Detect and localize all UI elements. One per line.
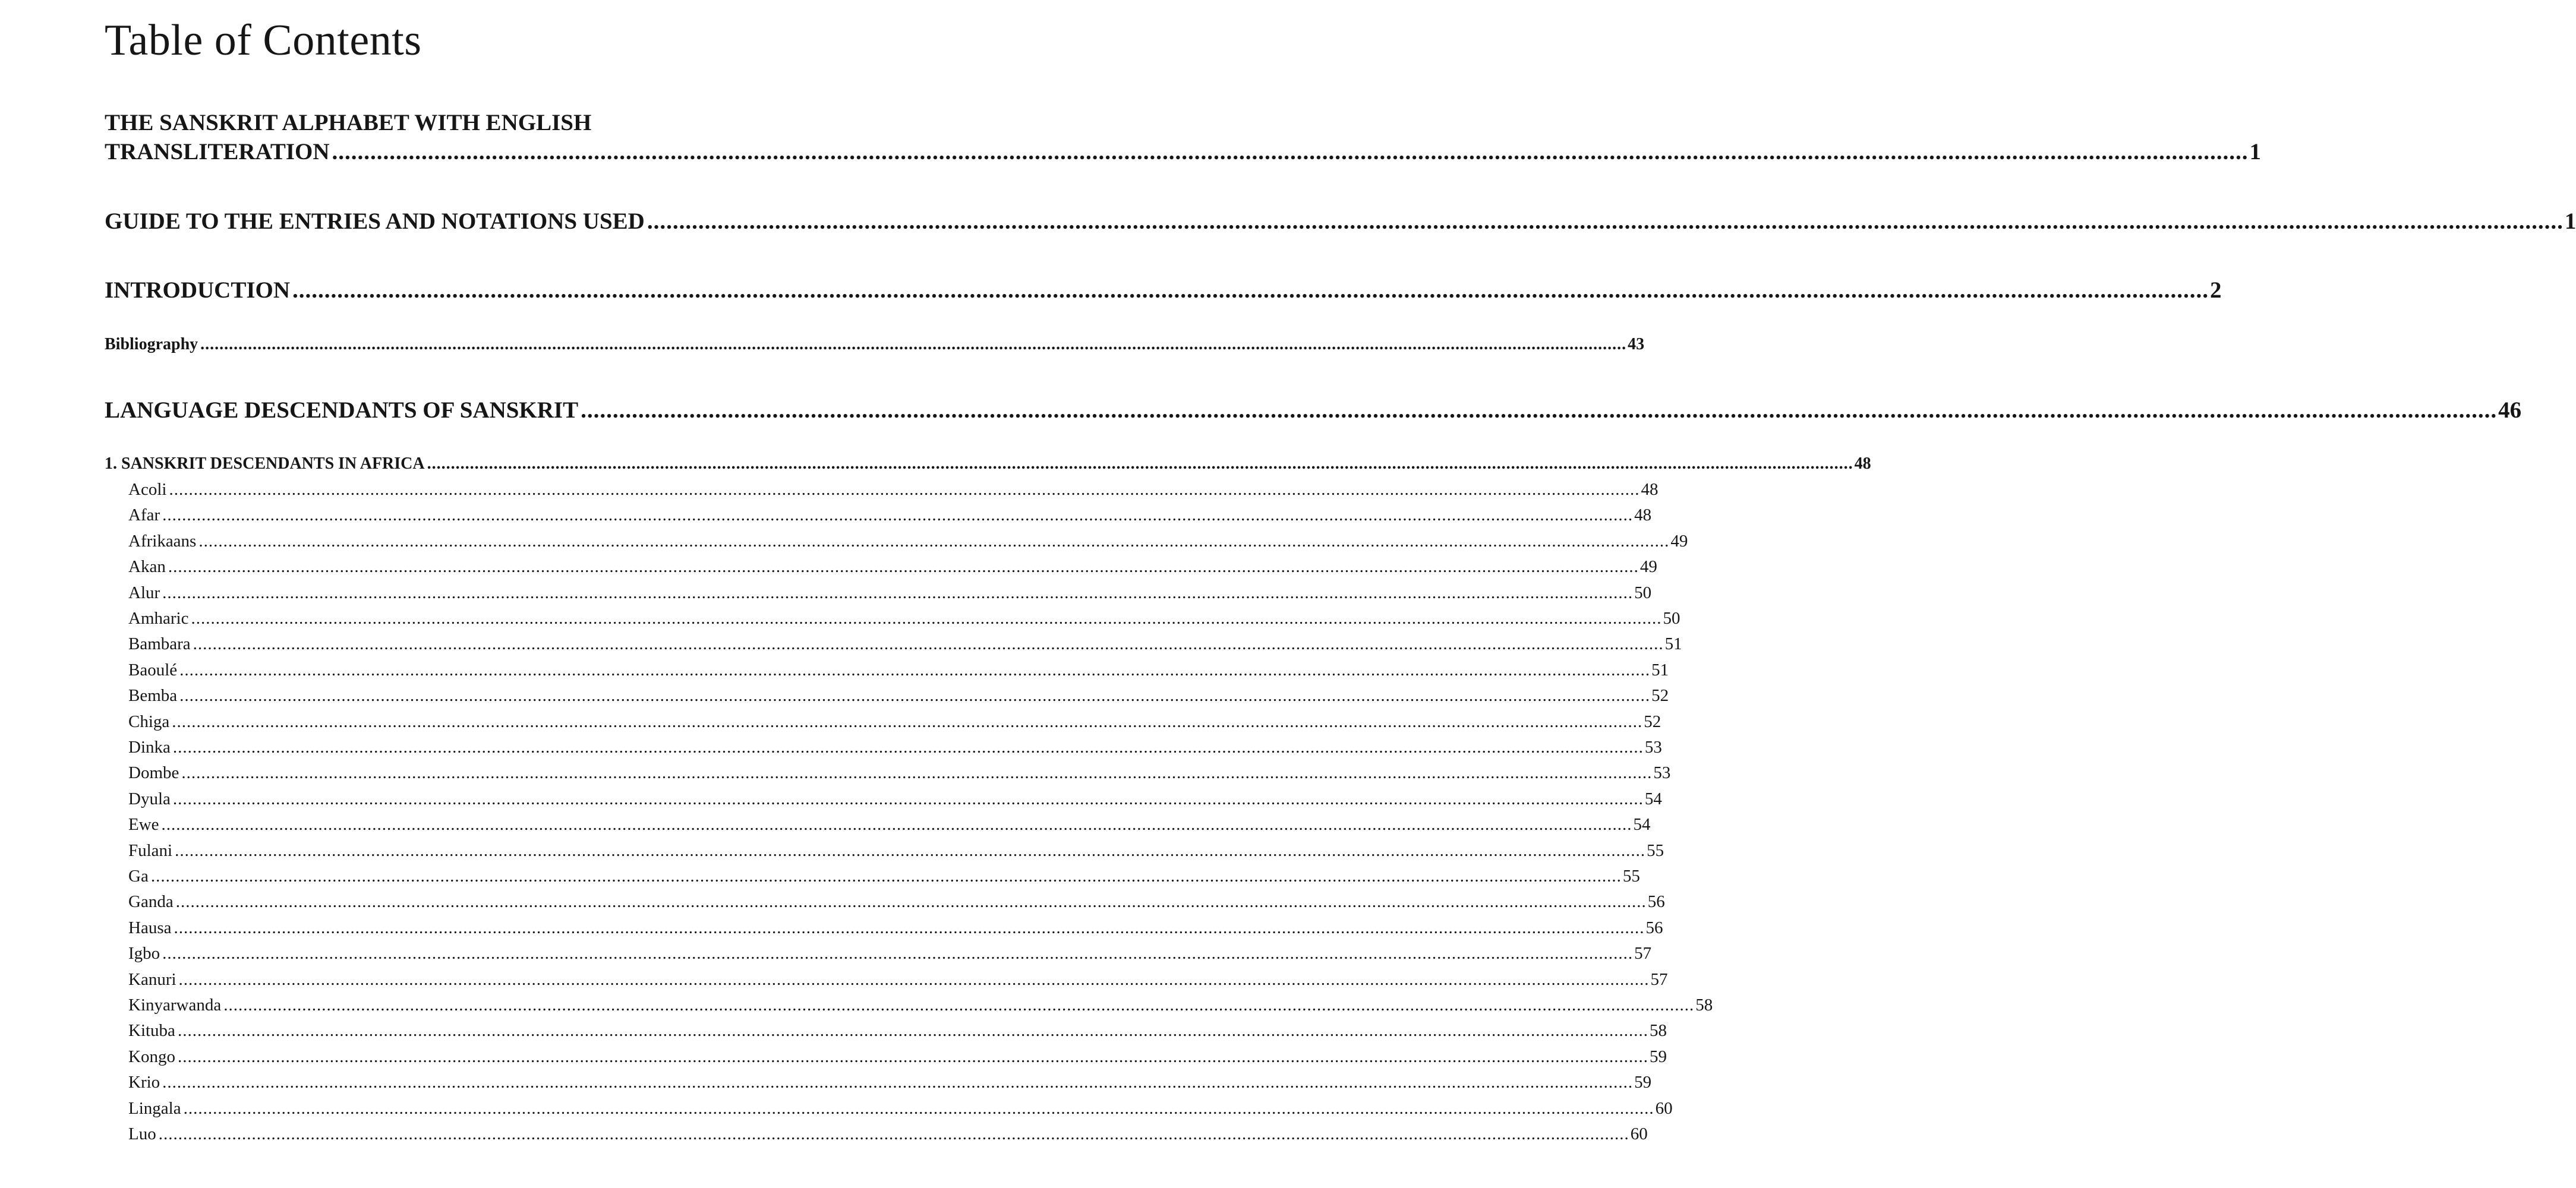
dot-leader: ............................................................................................................................................................................................................................................................................................................ (162, 583, 1634, 602)
toc-page-number: 48 (1634, 505, 1652, 525)
dot-leader: ............................................................................................................................................................................................................................................................................................................ (200, 335, 1627, 353)
toc-entry-language[interactable] (128, 1124, 1648, 1144)
toc-page-number: 51 (1664, 634, 1682, 654)
toc-page-number: 49 (1670, 531, 1688, 551)
toc-entry-language[interactable] (128, 583, 1652, 603)
toc-entry-language[interactable] (128, 634, 1682, 654)
toc-page-number: 52 (1651, 686, 1669, 706)
toc-page-number: 57 (1650, 969, 1668, 989)
toc-entry-label: Lingala (128, 1098, 181, 1118)
toc-entry-label: Alur (128, 583, 160, 602)
toc-entry-label: Afrikaans (128, 531, 197, 551)
dot-leader: ............................................................................................................................................................................................................................................................................................................ (162, 1073, 1634, 1092)
toc-entry-language[interactable] (128, 531, 1688, 551)
toc-entry-language[interactable] (128, 1073, 1652, 1092)
toc-entry-label: Bambara (128, 634, 191, 654)
toc-entry-label: LANGUAGE DESCENDANTS OF SANSKRIT (105, 397, 579, 423)
toc-entry-language[interactable] (128, 996, 1713, 1015)
toc-page-number: 51 (1651, 660, 1669, 680)
toc-entry-label: GUIDE TO THE ENTRIES AND NOTATIONS USED (105, 208, 645, 234)
toc-entry-language[interactable] (128, 609, 1680, 628)
toc-entry-language[interactable] (128, 763, 1671, 783)
toc-page-number: 49 (1639, 557, 1657, 577)
toc-page-number: 60 (1630, 1124, 1648, 1143)
toc-entry-label: Acoli (128, 480, 167, 499)
toc-entry-label: Kituba (128, 1021, 175, 1041)
toc-entry-language[interactable] (128, 918, 1663, 938)
dot-leader: ............................................................................................................................................................................................................................................................................................................ (177, 1021, 1648, 1041)
toc-entry-language[interactable] (128, 557, 1657, 577)
dot-leader: ............................................................................................................................................................................................................................................................................................................ (181, 763, 1653, 783)
toc-entry-language[interactable] (128, 712, 1661, 732)
toc-entry-label: INTRODUCTION (105, 277, 291, 303)
toc-entry-africa[interactable] (105, 454, 1871, 473)
toc-entry-language[interactable] (128, 1021, 1667, 1041)
toc-page-number: 58 (1695, 996, 1713, 1015)
toc-entry-label: Kinyarwanda (128, 996, 222, 1015)
toc-page-number: 60 (1655, 1098, 1673, 1118)
toc-page-number: 59 (1649, 1047, 1667, 1066)
toc-page-number: 53 (1653, 763, 1671, 783)
toc-entry-label: Amharic (128, 609, 189, 628)
dot-leader: ............................................................................................................................................................................................................................................................................................................ (172, 738, 1644, 757)
toc-page-number: 55 (1647, 841, 1664, 860)
toc-entry-language[interactable] (128, 867, 1640, 886)
toc-entry-label: Dombe (128, 763, 179, 783)
dot-leader: ............................................................................................................................................................................................................................................................................................................ (292, 277, 2209, 303)
dot-leader: ............................................................................................................................................................................................................................................................................................................ (191, 609, 1662, 628)
dot-leader: ............................................................................................................................................................................................................................................................................................................ (179, 660, 1651, 680)
toc-entry-language[interactable] (128, 815, 1651, 835)
toc-entry-language[interactable] (128, 892, 1665, 912)
dot-leader: ............................................................................................................................................................................................................................................................................................................ (162, 505, 1634, 525)
dot-leader: ............................................................................................................................................................................................................................................................................................................ (332, 139, 2249, 165)
toc-page-number: 54 (1644, 789, 1662, 808)
dot-leader: ............................................................................................................................................................................................................................................................................................................ (175, 892, 1647, 912)
dot-leader: ............................................................................................................................................................................................................................................................................................................ (158, 1124, 1629, 1143)
dot-leader: ............................................................................................................................................................................................................................................................................................................ (177, 1047, 1648, 1066)
dot-leader: ............................................................................................................................................................................................................................................................................................................ (179, 686, 1651, 706)
dot-leader: ............................................................................................................................................................................................................................................................................................................ (150, 867, 1622, 886)
toc-entry-label: Ganda (128, 892, 174, 912)
toc-entry-alphabet-line1: THE SANSKRIT ALPHABET WITH ENGLISH (105, 110, 592, 135)
toc-entry-label: Baoulé (128, 660, 178, 680)
dot-leader: ............................................................................................................................................................................................................................................................................................................ (198, 531, 1670, 551)
dot-leader: ............................................................................................................................................................................................................................................................................................................ (174, 918, 1645, 937)
toc-page-number: 1 (2249, 139, 2262, 165)
toc-entry-label: Dyula (128, 789, 171, 808)
toc-entry-language[interactable] (128, 738, 1662, 757)
toc-entry-language[interactable] (128, 841, 1664, 861)
page-title: Table of Contents (105, 16, 422, 65)
toc-page-number: 46 (2498, 397, 2522, 423)
dot-leader: ............................................................................................................................................................................................................................................................................................................ (172, 789, 1644, 808)
toc-page-number: 56 (1647, 892, 1665, 912)
dot-leader: ............................................................................................................................................................................................................................................................................................................ (427, 454, 1853, 473)
toc-entry-bibliography[interactable] (105, 335, 1645, 354)
toc-page-number: 53 (1644, 738, 1662, 757)
toc-page-number: 50 (1663, 609, 1680, 628)
toc-page-number: 1 (2564, 208, 2576, 234)
toc-entry-label: TRANSLITERATION (105, 139, 330, 165)
toc-entry-guide[interactable] (105, 208, 2576, 235)
dot-leader: ............................................................................................................................................................................................................................................................................................................ (175, 841, 1646, 860)
toc-entry-language[interactable] (128, 660, 1669, 680)
toc-page-number: 43 (1628, 335, 1645, 353)
toc-entry-language[interactable] (128, 1098, 1673, 1119)
dot-leader: ............................................................................................................................................................................................................................................................................................................ (183, 1098, 1654, 1118)
toc-page-number: 48 (1641, 480, 1659, 499)
toc-entry-language[interactable] (128, 480, 1659, 500)
toc-entry-language[interactable] (128, 1047, 1667, 1067)
toc-page-number: 56 (1645, 918, 1663, 937)
toc-entry-label: Ga (128, 867, 149, 886)
toc-entry-label: Dinka (128, 738, 171, 757)
toc-entry-language[interactable] (128, 686, 1669, 706)
toc-entry-introduction[interactable] (105, 277, 2222, 304)
toc-entry-label: Kongo (128, 1047, 175, 1066)
toc-entry-alphabet[interactable] (105, 138, 2262, 165)
toc-entry-label: Fulani (128, 841, 173, 860)
toc-page-number: 48 (1854, 454, 1871, 473)
dot-leader: ............................................................................................................................................................................................................................................................................................................ (172, 712, 1643, 731)
toc-entry-label: Kanuri (128, 969, 176, 989)
dot-leader: ............................................................................................................................................................................................................................................................................................................ (647, 208, 2564, 234)
toc-entry-label: Hausa (128, 918, 172, 937)
toc-page-number: 57 (1634, 944, 1652, 963)
toc-page-number: 2 (2210, 277, 2222, 303)
toc-page-number: 55 (1622, 867, 1640, 886)
toc-entry-label: 1. SANSKRIT DESCENDANTS IN AFRICA (105, 454, 425, 473)
toc-page-number: 58 (1649, 1021, 1667, 1041)
dot-leader: ............................................................................................................................................................................................................................................................................................................ (162, 944, 1634, 963)
dot-leader: ............................................................................................................................................................................................................................................................................................................ (161, 815, 1632, 835)
toc-entry-label: Luo (128, 1124, 156, 1143)
dot-leader: ............................................................................................................................................................................................................................................................................................................ (223, 996, 1695, 1015)
dot-leader: ............................................................................................................................................................................................................................................................................................................ (168, 557, 1639, 577)
toc-entry-label: Akan (128, 557, 166, 577)
dot-leader: ............................................................................................................................................................................................................................................................................................................ (178, 969, 1650, 989)
toc-entry-language[interactable] (128, 505, 1652, 525)
toc-entry-descendants[interactable] (105, 397, 2522, 424)
toc-entry-label: Chiga (128, 712, 170, 731)
toc-entry-label: Bibliography (105, 335, 198, 353)
toc-entry-label: Igbo (128, 944, 160, 963)
dot-leader: ............................................................................................................................................................................................................................................................................................................ (581, 397, 2498, 423)
toc-page-number: 50 (1634, 583, 1652, 602)
toc-entry-label: Krio (128, 1073, 160, 1092)
toc-page-number: 59 (1634, 1073, 1652, 1092)
dot-leader: ............................................................................................................................................................................................................................................................................................................ (169, 480, 1640, 499)
toc-entry-language[interactable] (128, 944, 1652, 963)
toc-page-number: 52 (1644, 712, 1661, 731)
toc-entry-label: Afar (128, 505, 160, 525)
toc-entry-label: Bemba (128, 686, 178, 706)
dot-leader: ............................................................................................................................................................................................................................................................................................................ (193, 634, 1664, 654)
toc-entry-language[interactable] (128, 969, 1668, 990)
toc-entry-label: Ewe (128, 815, 159, 835)
toc-page-number: 54 (1633, 815, 1651, 835)
toc-entry-language[interactable] (128, 789, 1662, 809)
